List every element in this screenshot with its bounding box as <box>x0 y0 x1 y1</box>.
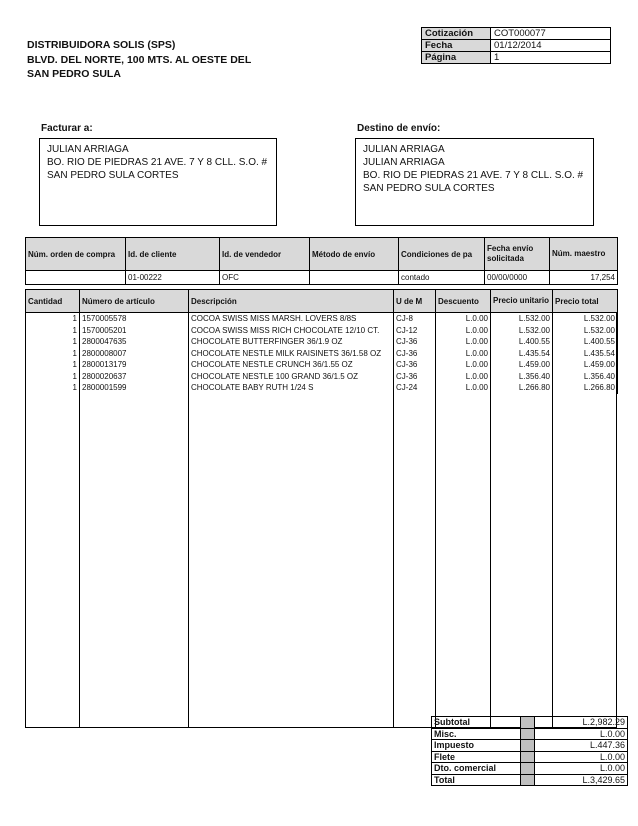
master-number-value: 17,254 <box>550 271 618 285</box>
unit-of-measure-cell: CJ-36 <box>394 348 436 360</box>
misc-row <box>432 728 628 740</box>
page-number-row <box>422 52 611 64</box>
requested-ship-date-value: 00/00/0000 <box>485 271 550 285</box>
order-header-row <box>26 238 618 271</box>
customer-id-header: Id. de cliente <box>126 238 220 271</box>
table-row <box>26 348 618 360</box>
payment-terms-header: Condiciones de pa <box>399 238 485 271</box>
total-value: L.3,429.65 <box>535 774 628 786</box>
ship-to-line-1: JULIAN ARRIAGA <box>363 144 445 155</box>
master-number-header: Núm. maestro <box>550 238 618 271</box>
tax-label: Impuesto <box>432 740 521 752</box>
tax-row <box>432 740 628 752</box>
ship-to-box <box>355 138 594 226</box>
table-row <box>26 336 618 348</box>
trade-discount-row <box>432 763 628 775</box>
requested-ship-date-header: Fecha envío solicitada <box>485 238 550 271</box>
order-values-row <box>26 271 618 285</box>
discount-cell: L.0.00 <box>436 313 491 325</box>
payment-terms-value: contado <box>399 271 485 285</box>
total-price-cell: L.400.55 <box>553 336 618 348</box>
misc-label: Misc. <box>432 728 521 740</box>
bill-to-line-2: BO. RIO DE PIEDRAS 21 AVE. 7 Y 8 CLL. S.O. # <box>47 157 268 168</box>
ship-to-label: Destino de envío: <box>357 123 441 134</box>
bill-to-line-3: SAN PEDRO SULA CORTES <box>47 170 179 181</box>
unit-price-cell: L.266.80 <box>491 382 553 394</box>
shipping-method-header: Método de envío <box>310 238 399 271</box>
total-price-cell: L.435.54 <box>553 348 618 360</box>
quantity-cell: 1 <box>26 371 80 383</box>
total-price-header: Precio total <box>553 290 618 313</box>
discount-cell: L.0.00 <box>436 382 491 394</box>
description-cell: CHOCOLATE NESTLE MILK RAISINETS 36/1.58 OZ <box>189 348 394 360</box>
po-number-header: Núm. orden de compra <box>26 238 126 271</box>
unit-price-header: Precio unitario <box>491 290 553 313</box>
table-row <box>26 371 618 383</box>
total-row <box>432 774 628 786</box>
quantity-cell: 1 <box>26 313 80 325</box>
table-row <box>26 359 618 371</box>
quantity-cell: 1 <box>26 382 80 394</box>
unit-of-measure-header: U de M <box>394 290 436 313</box>
shipping-method-value <box>310 271 399 285</box>
freight-value: L.0.00 <box>535 751 628 763</box>
discount-cell: L.0.00 <box>436 348 491 360</box>
unit-of-measure-cell: CJ-36 <box>394 359 436 371</box>
misc-value: L.0.00 <box>535 728 628 740</box>
description-cell: CHOCOLATE NESTLE 100 GRAND 36/1.5 OZ <box>189 371 394 383</box>
discount-cell: L.0.00 <box>436 336 491 348</box>
total-price-cell: L.532.00 <box>553 313 618 325</box>
unit-of-measure-cell: CJ-36 <box>394 371 436 383</box>
unit-price-cell: L.400.55 <box>491 336 553 348</box>
unit-price-cell: L.459.00 <box>491 359 553 371</box>
bill-to-box <box>39 138 277 226</box>
quote-info-table <box>421 27 611 64</box>
quote-number-value: COT000077 <box>491 28 611 40</box>
total-price-cell: L.532.00 <box>553 325 618 337</box>
tax-value: L.447.36 <box>535 740 628 752</box>
totals-spacer <box>521 763 535 775</box>
items-header-row <box>26 290 618 313</box>
quote-number-label: Cotización <box>422 28 491 40</box>
discount-cell: L.0.00 <box>436 371 491 383</box>
customer-id-value: 01-00222 <box>126 271 220 285</box>
company-block <box>27 38 251 82</box>
unit-price-cell: L.435.54 <box>491 348 553 360</box>
item-number-cell: 2800001599 <box>80 382 189 394</box>
po-number-value <box>26 271 126 285</box>
quantity-cell: 1 <box>26 336 80 348</box>
quantity-cell: 1 <box>26 359 80 371</box>
company-address-line-1: BLVD. DEL NORTE, 100 MTS. AL OESTE DEL <box>27 53 252 66</box>
table-row <box>26 313 618 325</box>
quote-date-value: 01/12/2014 <box>491 40 611 52</box>
company-name: DISTRIBUIDORA SOLIS (SPS) <box>27 39 176 51</box>
subtotal-value: L.2,982.29 <box>535 717 628 729</box>
item-number-cell: 1570005578 <box>80 313 189 325</box>
totals-table <box>431 716 628 786</box>
total-label: Total <box>432 774 521 786</box>
ship-to-line-3: BO. RIO DE PIEDRAS 21 AVE. 7 Y 8 CLL. S.O. # <box>363 170 584 181</box>
description-cell: CHOCOLATE NESTLE CRUNCH 36/1.55 OZ <box>189 359 394 371</box>
total-price-cell: L.356.40 <box>553 371 618 383</box>
item-number-cell: 1570005201 <box>80 325 189 337</box>
quantity-cell: 1 <box>26 325 80 337</box>
discount-cell: L.0.00 <box>436 359 491 371</box>
unit-price-cell: L.356.40 <box>491 371 553 383</box>
bill-to-label: Facturar a: <box>41 123 93 134</box>
quote-date-label: Fecha <box>422 40 491 52</box>
freight-label: Flete <box>432 751 521 763</box>
discount-header: Descuento <box>436 290 491 313</box>
freight-row <box>432 751 628 763</box>
trade-discount-value: L.0.00 <box>535 763 628 775</box>
total-price-cell: L.459.00 <box>553 359 618 371</box>
salesperson-id-header: Id. de vendedor <box>220 238 310 271</box>
description-cell: CHOCOLATE BUTTERFINGER 36/1.9 OZ <box>189 336 394 348</box>
unit-of-measure-cell: CJ-36 <box>394 336 436 348</box>
totals-spacer <box>521 728 535 740</box>
table-row <box>26 382 618 394</box>
description-cell: COCOA SWISS MISS RICH CHOCOLATE 12/10 CT. <box>189 325 394 337</box>
unit-price-cell: L.532.00 <box>491 325 553 337</box>
bill-to-line-1: JULIAN ARRIAGA <box>47 144 129 155</box>
item-number-header: Número de artículo <box>80 290 189 313</box>
description-header: Descripción <box>189 290 394 313</box>
item-number-cell: 2800020637 <box>80 371 189 383</box>
order-info-table <box>25 237 618 285</box>
totals-spacer <box>521 774 535 786</box>
item-number-cell: 2800013179 <box>80 359 189 371</box>
discount-cell: L.0.00 <box>436 325 491 337</box>
unit-of-measure-cell: CJ-8 <box>394 313 436 325</box>
unit-of-measure-cell: CJ-24 <box>394 382 436 394</box>
description-cell: CHOCOLATE BABY RUTH 1/24 S <box>189 382 394 394</box>
totals-spacer <box>521 717 535 729</box>
subtotal-label: Subtotal <box>432 717 521 729</box>
total-price-cell: L.266.80 <box>553 382 618 394</box>
salesperson-id-value: OFC <box>220 271 310 285</box>
table-row <box>26 325 618 337</box>
unit-of-measure-cell: CJ-12 <box>394 325 436 337</box>
trade-discount-label: Dto. comercial <box>432 763 521 775</box>
page-number-label: Página <box>422 52 491 64</box>
items-table <box>25 289 618 394</box>
company-address-line-2: SAN PEDRO SULA <box>27 68 121 80</box>
ship-to-line-2: JULIAN ARRIAGA <box>363 157 445 168</box>
item-number-cell: 2800047635 <box>80 336 189 348</box>
subtotal-row <box>432 717 628 729</box>
quantity-cell: 1 <box>26 348 80 360</box>
quote-number-row <box>422 28 611 40</box>
totals-spacer <box>521 740 535 752</box>
unit-price-cell: L.532.00 <box>491 313 553 325</box>
quantity-header: Cantidad <box>26 290 80 313</box>
totals-spacer <box>521 751 535 763</box>
page-number-value: 1 <box>491 52 611 64</box>
quote-date-row <box>422 40 611 52</box>
description-cell: COCOA SWISS MISS MARSH. LOVERS 8/8S <box>189 313 394 325</box>
item-number-cell: 2800008007 <box>80 348 189 360</box>
ship-to-line-4: SAN PEDRO SULA CORTES <box>363 183 495 194</box>
